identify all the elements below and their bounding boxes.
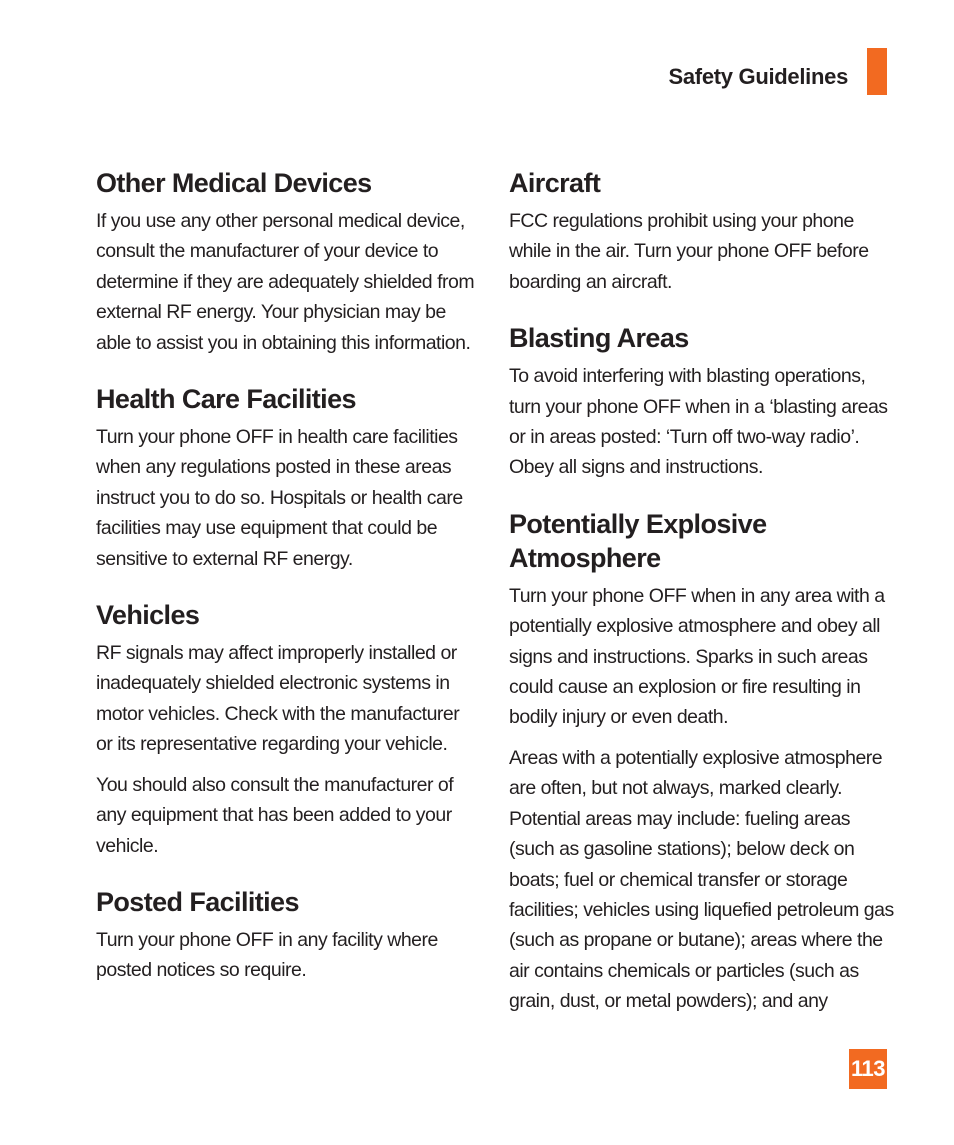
body-health-care-facilities: Turn your phone OFF in health care facilities when any regulations posted in these areas instruct you to do so. Hospitals or health care facilities may use equipment that could be sensitive to external RF energy. [96, 426, 463, 570]
section-health-care-facilities [96, 382, 476, 574]
body-vehicles-2: You should also consult the manufacturer of any equipment that has been added to your vehicle. [96, 773, 454, 857]
body-explosive-2: Areas with a potentially explosive atmosphere are often, but not always, marked clearly. Potential areas may include: fueling areas (such as gasoline stations); below deck on boats; fuel or chemical transfer or storage facilities; vehicles using liquefied petroleum gas (such as propane or butane); areas where the air contains chemicals or particles (such as grain, dust, or metal powders); and any [509, 746, 894, 1013]
heading-other-medical-devices: Other Medical Devices [96, 168, 372, 198]
section-aircraft [509, 166, 894, 297]
left-column [96, 166, 476, 1010]
section-header-title: Safety Guidelines [668, 64, 848, 89]
heading-line-1: Potentially Explosive [509, 508, 767, 539]
right-column [509, 166, 894, 1041]
section-other-medical-devices [96, 166, 476, 358]
heading-health-care-facilities: Health Care Facilities [96, 384, 356, 415]
section-blasting-areas [509, 321, 894, 483]
body-blasting-areas: To avoid interfering with blasting operations, turn your phone OFF when in a ‘blasting areas or in areas posted: ‘Turn off two-way radio’. Obey all signs and instructions. [509, 365, 888, 479]
heading-line-2: Atmosphere [509, 542, 661, 573]
heading-posted-facilities: Posted Facilities [96, 886, 299, 917]
body-posted-facilities: Turn your phone OFF in any facility where posted notices so require. [96, 928, 438, 982]
body-aircraft: FCC regulations prohibit using your phone while in the air. Turn your phone OFF before boarding an aircraft. [509, 210, 869, 293]
section-potentially-explosive-atmosphere [509, 507, 894, 1017]
section-posted-facilities [96, 885, 476, 986]
body-other-medical-devices: If you use any other personal medical device, consult the manufacturer of your device to determine if they are adequately shielded from external RF energy. Your physician may be able to assist you in obtaining this information. [96, 210, 475, 354]
heading-aircraft: Aircraft [509, 168, 601, 198]
heading-vehicles: Vehicles [96, 600, 200, 631]
body-vehicles-1: RF signals may affect improperly installed or inadequately shielded electronic systems in motor vehicles. Check with the manufacturer or its representative regarding your vehicle. [96, 642, 460, 756]
heading-potentially-explosive-atmosphere [509, 507, 894, 575]
section-vehicles [96, 598, 476, 861]
page-number: 113 [849, 1049, 887, 1089]
section-tab-marker [867, 48, 887, 95]
heading-blasting-areas: Blasting Areas [509, 323, 689, 354]
body-explosive-1: Turn your phone OFF when in any area with a potentially explosive atmosphere and obey all signs and instructions. Sparks in such areas could cause an explosion or fire resulting in bodily injury or even death. [509, 584, 885, 729]
